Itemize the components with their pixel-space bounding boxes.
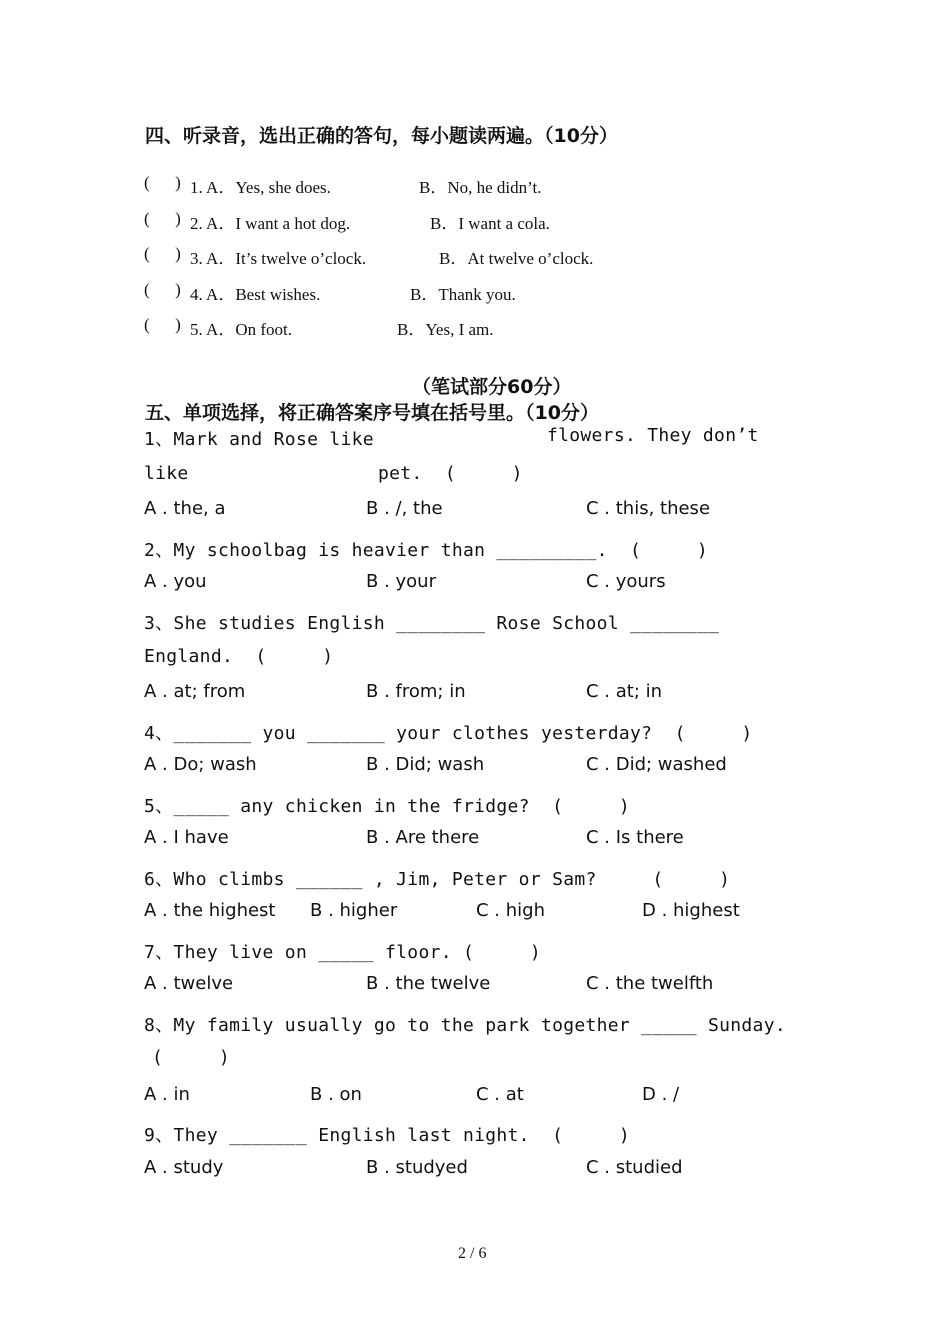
section4-heading: 四、听录音，选出正确的答句，每小题读两遍。（10分） xyxy=(145,125,618,147)
option-c: C . studied xyxy=(586,1157,683,1178)
option-b: B . the twelve xyxy=(366,973,491,994)
option-a: A . you xyxy=(144,571,207,592)
option-b: B . on xyxy=(310,1084,362,1105)
option-a: A . the, a xyxy=(144,498,226,519)
option-b: B . higher xyxy=(310,900,398,921)
question-text: 1、Mark and Rose like xyxy=(144,429,374,450)
option-c: C . at xyxy=(476,1084,524,1105)
option-c: C . Did; washed xyxy=(586,754,727,775)
question-text: 8、My family usually go to the park together _____ Sunday. xyxy=(144,1015,786,1036)
question-text: 4、_______ you _______ your clothes yesterday? ( ) xyxy=(144,723,753,744)
written-part-title: （笔试部分60分） xyxy=(412,376,572,398)
option-b: B . /, the xyxy=(366,498,443,519)
answer-paren: ( ) xyxy=(144,315,181,334)
question-text: 6、Who climbs ______ , Jim, Peter or Sam? ( ) xyxy=(144,869,731,890)
question-text: 9、They _______ English last night. ( ) xyxy=(144,1125,631,1146)
option-b: B．No, he didn’t. xyxy=(419,178,542,197)
option-c: C . yours xyxy=(586,571,666,592)
option-d: D . highest xyxy=(642,900,740,921)
option-a: 1. A．Yes, she does. xyxy=(190,178,331,197)
option-c: C . the twelfth xyxy=(586,973,714,994)
option-b: B . from; in xyxy=(366,681,466,702)
answer-paren: ( ) xyxy=(144,173,181,192)
question-text: England. ( ) xyxy=(144,646,334,667)
option-b: B . studyed xyxy=(366,1157,468,1178)
option-b: B . Did; wash xyxy=(366,754,485,775)
option-a: A . Do; wash xyxy=(144,754,257,775)
option-b: B．Yes, I am. xyxy=(397,320,494,339)
question-text: pet. ( ) xyxy=(378,463,523,484)
answer-paren: ( ) xyxy=(144,280,181,299)
answer-paren: ( ) xyxy=(144,209,181,228)
option-a: A . twelve xyxy=(144,973,234,994)
option-b: B．Thank you. xyxy=(410,285,516,304)
option-a: A . the highest xyxy=(144,900,276,921)
option-a: 2. A．I want a hot dog. xyxy=(190,214,351,233)
question-text: like xyxy=(144,463,189,484)
option-b: B . your xyxy=(366,571,436,592)
option-b: B . Are there xyxy=(366,827,480,848)
option-a: A . at; from xyxy=(144,681,246,702)
option-a: 4. A．Best wishes. xyxy=(190,285,321,304)
answer-paren: ( ) xyxy=(144,244,181,263)
option-a: A . in xyxy=(144,1084,190,1105)
option-a: 3. A．It’s twelve o’clock. xyxy=(190,249,367,268)
option-c: C . Is there xyxy=(586,827,684,848)
option-d: D . / xyxy=(642,1084,680,1105)
page-number: 2 / 6 xyxy=(458,1245,487,1262)
section5-heading: 五、单项选择，将正确答案序号填在括号里。（10分） xyxy=(145,402,599,424)
question-text: 7、They live on _____ floor. ( ) xyxy=(144,942,541,963)
option-b: B．At twelve o’clock. xyxy=(439,249,594,268)
option-c: C . this, these xyxy=(586,498,711,519)
question-text: flowers. They don’t xyxy=(547,425,759,446)
option-a: 5. A．On foot. xyxy=(190,320,292,339)
option-c: C . at; in xyxy=(586,681,663,702)
option-b: B．I want a cola. xyxy=(430,214,550,233)
option-c: C . high xyxy=(476,900,545,921)
question-text: 2、My schoolbag is heavier than _________. ( ) xyxy=(144,540,709,561)
question-text: 5、_____ any chicken in the fridge? ( ) xyxy=(144,796,631,817)
option-a: A . study xyxy=(144,1157,224,1178)
option-a: A . I have xyxy=(144,827,229,848)
question-text: 3、She studies English ________ Rose School ________ xyxy=(144,613,720,634)
question-text: ( ) xyxy=(152,1047,230,1068)
